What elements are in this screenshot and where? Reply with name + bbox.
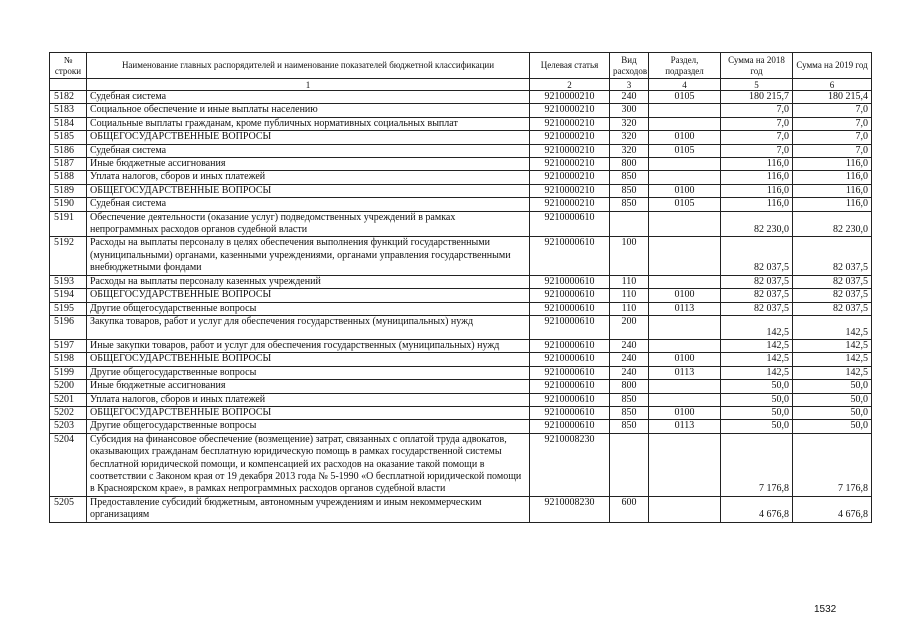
row-section (649, 211, 721, 237)
row-target: 9210000610 (530, 237, 610, 275)
header-target: Целевая статья (530, 53, 610, 79)
row-name: Расходы на выплаты персоналу казенных учреждений (87, 275, 530, 288)
row-type: 200 (610, 315, 649, 339)
header-row (50, 53, 872, 79)
row-name: Уплата налогов, сборов и иных платежей (87, 171, 530, 184)
header-section: Раздел, подраздел (649, 53, 721, 79)
row-sum-2018: 142,5 (721, 339, 793, 352)
row-target: 9210000210 (530, 91, 610, 104)
row-section (649, 117, 721, 130)
row-sum-2019: 82 037,5 (793, 237, 872, 275)
row-target: 9210000210 (530, 131, 610, 144)
header-type: Вид расходов (610, 53, 649, 79)
row-sum-2018: 7,0 (721, 117, 793, 130)
row-target: 9210000610 (530, 339, 610, 352)
row-sum-2018: 116,0 (721, 158, 793, 171)
table-row (50, 289, 872, 302)
table-row (50, 91, 872, 104)
row-sum-2019: 7 176,8 (793, 433, 872, 496)
row-name: ОБЩЕГОСУДАРСТВЕННЫЕ ВОПРОСЫ (87, 131, 530, 144)
table-row (50, 366, 872, 379)
table-row (50, 433, 872, 496)
row-sum-2019: 82 037,5 (793, 289, 872, 302)
row-number: 5186 (50, 144, 87, 157)
row-type: 240 (610, 91, 649, 104)
row-sum-2018: 50,0 (721, 406, 793, 419)
row-target: 9210000210 (530, 158, 610, 171)
row-name: Социальные выплаты гражданам, кроме публичных нормативных социальных выплат (87, 117, 530, 130)
row-number: 5182 (50, 91, 87, 104)
row-name: Расходы на выплаты персоналу в целях обеспечения выполнения функций государственными (муниципальными) органами, казенными учреждениями, органами управления государственными внебюджетными фондами (87, 237, 530, 275)
row-type: 800 (610, 380, 649, 393)
row-sum-2018: 82 037,5 (721, 289, 793, 302)
row-number: 5195 (50, 302, 87, 315)
column-number: 6 (793, 79, 872, 91)
row-name: ОБЩЕГОСУДАРСТВЕННЫЕ ВОПРОСЫ (87, 184, 530, 197)
table-row (50, 275, 872, 288)
row-sum-2019: 82 037,5 (793, 302, 872, 315)
table-row (50, 158, 872, 171)
row-type: 850 (610, 171, 649, 184)
table-row (50, 380, 872, 393)
row-sum-2019: 50,0 (793, 380, 872, 393)
table-row (50, 420, 872, 433)
table-row (50, 198, 872, 211)
budget-table (49, 52, 872, 523)
row-number: 5192 (50, 237, 87, 275)
row-number: 5185 (50, 131, 87, 144)
row-type: 320 (610, 131, 649, 144)
row-section (649, 104, 721, 117)
row-number: 5187 (50, 158, 87, 171)
row-target: 9210000610 (530, 315, 610, 339)
row-type (610, 211, 649, 237)
row-sum-2019: 50,0 (793, 406, 872, 419)
row-target: 9210000210 (530, 144, 610, 157)
header-sum-2018: Сумма на 2018 год (721, 53, 793, 79)
row-number: 5188 (50, 171, 87, 184)
row-number: 5205 (50, 496, 87, 522)
row-sum-2018: 82 230,0 (721, 211, 793, 237)
row-sum-2018: 50,0 (721, 380, 793, 393)
row-sum-2019: 7,0 (793, 144, 872, 157)
table-row (50, 237, 872, 275)
row-target: 9210000610 (530, 420, 610, 433)
row-sum-2018: 82 037,5 (721, 275, 793, 288)
row-type: 600 (610, 496, 649, 522)
row-target: 9210000210 (530, 198, 610, 211)
row-number: 5184 (50, 117, 87, 130)
row-type (610, 433, 649, 496)
row-section: 0100 (649, 353, 721, 366)
row-type: 110 (610, 275, 649, 288)
row-section (649, 433, 721, 496)
row-sum-2019: 7,0 (793, 131, 872, 144)
row-name: ОБЩЕГОСУДАРСТВЕННЫЕ ВОПРОСЫ (87, 289, 530, 302)
column-number: 3 (610, 79, 649, 91)
row-sum-2018: 142,5 (721, 366, 793, 379)
row-section: 0113 (649, 420, 721, 433)
row-sum-2019: 142,5 (793, 315, 872, 339)
row-target: 9210000610 (530, 393, 610, 406)
table-row (50, 144, 872, 157)
row-section: 0113 (649, 302, 721, 315)
row-number: 5198 (50, 353, 87, 366)
table-row (50, 339, 872, 352)
header-sum-2019: Сумма на 2019 год (793, 53, 872, 79)
table-row (50, 171, 872, 184)
table-row (50, 211, 872, 237)
column-number-blank (50, 79, 87, 91)
row-target: 9210000210 (530, 184, 610, 197)
row-sum-2019: 142,5 (793, 353, 872, 366)
row-type: 800 (610, 158, 649, 171)
row-number: 5202 (50, 406, 87, 419)
row-sum-2019: 142,5 (793, 366, 872, 379)
row-type: 850 (610, 420, 649, 433)
row-name: Иные бюджетные ассигнования (87, 158, 530, 171)
row-sum-2018: 116,0 (721, 184, 793, 197)
row-sum-2019: 116,0 (793, 171, 872, 184)
table-row (50, 406, 872, 419)
row-name: Субсидия на финансовое обеспечение (возмещение) затрат, связанных с оплатой труда адвокатов, оказывающих гражданам бесплатную юридическую помощь в рамках государственной системы бесплатной юридической помощи, и компенсацией их расходов на оказание такой помощи в соответствии с Законом края от 19 декабря 2013 года № 5-1990 «О бесплатной юридической помощи в Красноярском крае», в рамках непрограммных расходов органов судебной власти (87, 433, 530, 496)
row-number: 5183 (50, 104, 87, 117)
row-target: 9210000610 (530, 211, 610, 237)
row-section (649, 171, 721, 184)
row-section (649, 380, 721, 393)
row-sum-2018: 142,5 (721, 315, 793, 339)
row-number: 5194 (50, 289, 87, 302)
row-name: Закупка товаров, работ и услуг для обеспечения государственных (муниципальных) нужд (87, 315, 530, 339)
row-number: 5203 (50, 420, 87, 433)
row-type: 240 (610, 339, 649, 352)
row-sum-2019: 7,0 (793, 104, 872, 117)
table-row (50, 117, 872, 130)
row-section: 0100 (649, 406, 721, 419)
row-section: 0113 (649, 366, 721, 379)
row-type: 240 (610, 353, 649, 366)
row-section (649, 393, 721, 406)
row-sum-2019: 50,0 (793, 420, 872, 433)
column-numbers-row (50, 79, 872, 91)
row-section: 0105 (649, 198, 721, 211)
row-sum-2019: 4 676,8 (793, 496, 872, 522)
table-row (50, 496, 872, 522)
row-type: 320 (610, 144, 649, 157)
row-name: Другие общегосударственные вопросы (87, 302, 530, 315)
row-type: 110 (610, 302, 649, 315)
row-target: 9210000610 (530, 353, 610, 366)
row-section (649, 339, 721, 352)
header-name: Наименование главных распорядителей и наименование показателей бюджетной классификации (87, 53, 530, 79)
page-number: 1532 (814, 604, 837, 615)
row-name: Иные закупки товаров, работ и услуг для обеспечения государственных (муниципальных) нужд (87, 339, 530, 352)
row-name: Судебная система (87, 198, 530, 211)
row-section (649, 496, 721, 522)
row-sum-2018: 82 037,5 (721, 237, 793, 275)
row-type: 240 (610, 366, 649, 379)
row-sum-2018: 50,0 (721, 393, 793, 406)
row-name: Другие общегосударственные вопросы (87, 366, 530, 379)
row-target: 9210000210 (530, 171, 610, 184)
row-number: 5189 (50, 184, 87, 197)
row-section: 0100 (649, 289, 721, 302)
row-name: Судебная система (87, 91, 530, 104)
row-type: 850 (610, 393, 649, 406)
column-number: 2 (530, 79, 610, 91)
row-type: 320 (610, 117, 649, 130)
row-target: 9210008230 (530, 433, 610, 496)
row-sum-2019: 180 215,4 (793, 91, 872, 104)
row-sum-2018: 7 176,8 (721, 433, 793, 496)
row-sum-2019: 116,0 (793, 198, 872, 211)
row-section: 0100 (649, 131, 721, 144)
row-section (649, 237, 721, 275)
row-target: 9210000610 (530, 366, 610, 379)
row-sum-2019: 7,0 (793, 117, 872, 130)
row-sum-2018: 180 215,7 (721, 91, 793, 104)
column-number: 5 (721, 79, 793, 91)
table-row (50, 131, 872, 144)
column-number: 1 (87, 79, 530, 91)
row-sum-2019: 142,5 (793, 339, 872, 352)
row-target: 9210000210 (530, 104, 610, 117)
row-type: 850 (610, 184, 649, 197)
table-row (50, 393, 872, 406)
row-name: Судебная система (87, 144, 530, 157)
row-sum-2018: 82 037,5 (721, 302, 793, 315)
row-target: 9210000610 (530, 406, 610, 419)
row-sum-2019: 82 230,0 (793, 211, 872, 237)
row-section (649, 315, 721, 339)
row-number: 5196 (50, 315, 87, 339)
row-type: 100 (610, 237, 649, 275)
row-section (649, 158, 721, 171)
row-name: Социальное обеспечение и иные выплаты населению (87, 104, 530, 117)
row-name: Обеспечение деятельности (оказание услуг) подведомственных учреждений в рамках непрограммных расходов органов судебной власти (87, 211, 530, 237)
row-type: 110 (610, 289, 649, 302)
row-name: Другие общегосударственные вопросы (87, 420, 530, 433)
row-sum-2019: 116,0 (793, 158, 872, 171)
row-sum-2018: 142,5 (721, 353, 793, 366)
row-sum-2018: 50,0 (721, 420, 793, 433)
row-number: 5204 (50, 433, 87, 496)
row-number: 5199 (50, 366, 87, 379)
row-number: 5190 (50, 198, 87, 211)
row-sum-2018: 7,0 (721, 144, 793, 157)
row-number: 5197 (50, 339, 87, 352)
row-sum-2018: 4 676,8 (721, 496, 793, 522)
row-target: 9210008230 (530, 496, 610, 522)
table-row (50, 315, 872, 339)
row-type: 300 (610, 104, 649, 117)
table-row (50, 104, 872, 117)
row-number: 5191 (50, 211, 87, 237)
row-number: 5193 (50, 275, 87, 288)
row-target: 9210000610 (530, 275, 610, 288)
row-sum-2019: 82 037,5 (793, 275, 872, 288)
row-name: ОБЩЕГОСУДАРСТВЕННЫЕ ВОПРОСЫ (87, 406, 530, 419)
table-body (50, 91, 872, 523)
row-name: Предоставление субсидий бюджетным, автономным учреждениям и иным некоммерческим организациям (87, 496, 530, 522)
row-section (649, 275, 721, 288)
row-number: 5201 (50, 393, 87, 406)
row-section: 0100 (649, 184, 721, 197)
row-type: 850 (610, 406, 649, 419)
row-name: ОБЩЕГОСУДАРСТВЕННЫЕ ВОПРОСЫ (87, 353, 530, 366)
row-section: 0105 (649, 144, 721, 157)
row-sum-2018: 7,0 (721, 131, 793, 144)
row-name: Уплата налогов, сборов и иных платежей (87, 393, 530, 406)
row-sum-2018: 7,0 (721, 104, 793, 117)
row-sum-2019: 50,0 (793, 393, 872, 406)
row-sum-2018: 116,0 (721, 171, 793, 184)
row-number: 5200 (50, 380, 87, 393)
row-target: 9210000610 (530, 302, 610, 315)
row-target: 9210000610 (530, 289, 610, 302)
row-target: 9210000610 (530, 380, 610, 393)
row-type: 850 (610, 198, 649, 211)
table-row (50, 302, 872, 315)
table-row (50, 353, 872, 366)
row-sum-2019: 116,0 (793, 184, 872, 197)
header-row-no: № строки (50, 53, 87, 79)
row-sum-2018: 116,0 (721, 198, 793, 211)
row-name: Иные бюджетные ассигнования (87, 380, 530, 393)
table-row (50, 184, 872, 197)
row-target: 9210000210 (530, 117, 610, 130)
column-number: 4 (649, 79, 721, 91)
row-section: 0105 (649, 91, 721, 104)
